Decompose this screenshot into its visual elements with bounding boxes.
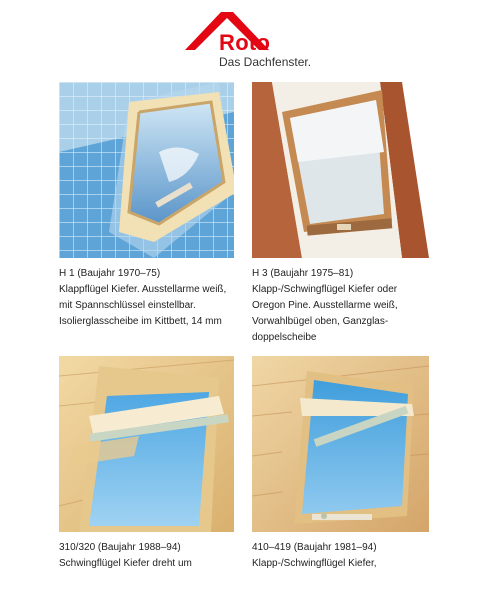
caption-h3-line: Vorwahlbügel oben, Ganzglas- [252,316,389,327]
caption-310-320 [59,540,249,572]
caption-410-419-title: 410–419 (Baujahr 1981–94) [252,542,377,553]
window-photo-h3 [252,82,429,258]
caption-310-320-title: 310/320 (Baujahr 1988–94) [59,542,181,553]
caption-h3-line: doppelscheibe [252,332,317,343]
roto-logo [0,0,491,78]
window-photo-410-419 [252,356,429,532]
caption-h1-line: mit Spannschlüssel einstellbar. [59,300,196,311]
caption-h3-title: H 3 (Baujahr 1975–81) [252,268,354,279]
caption-h3-line: Oregon Pine. Ausstellarme weiß, [252,300,398,311]
window-photo-310-320 [59,356,234,532]
caption-h3-line: Klapp-/Schwingflügel Kiefer oder [252,284,398,295]
caption-310-320-line: Schwingflügel Kiefer dreht um [59,558,192,569]
caption-410-419-line: Klapp-/Schwingflügel Kiefer, [252,558,377,569]
caption-h1-line: Isolierglasscheibe im Kittbett, 14 mm [59,316,222,327]
caption-410-419 [252,540,442,572]
brand-name: Roto [219,30,271,55]
caption-h1 [59,266,249,330]
caption-h1-line: Klappflügel Kiefer. Ausstellarme weiß, [59,284,227,295]
caption-h1-title: H 1 (Baujahr 1970–75) [59,268,161,279]
window-photo-h1 [59,82,234,258]
brand-tagline: Das Dachfenster. [219,55,312,69]
caption-h3 [252,266,442,346]
